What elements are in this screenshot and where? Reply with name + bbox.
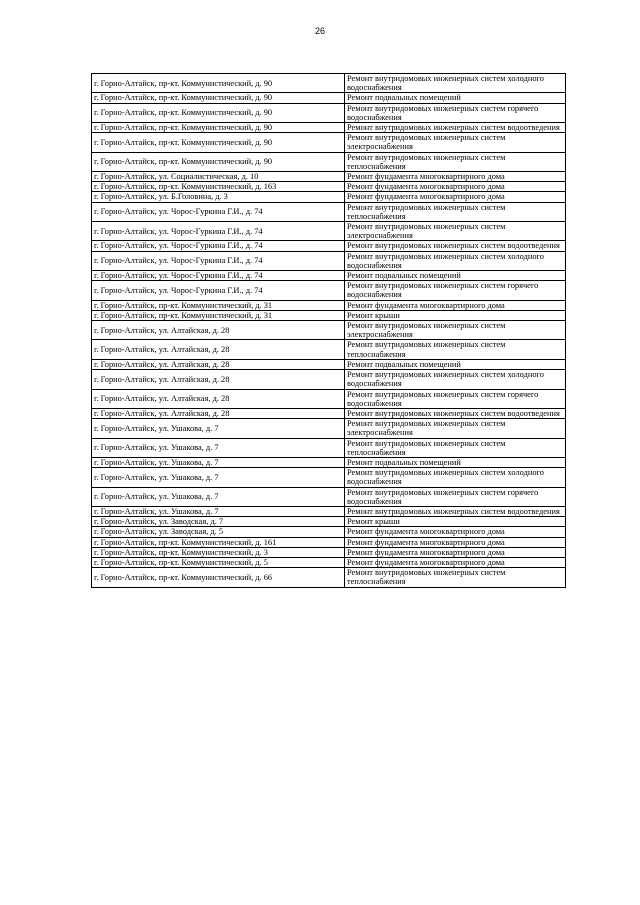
work-type-cell: Ремонт фундамента многоквартирного дома xyxy=(345,547,566,557)
table-row xyxy=(92,506,566,516)
table-row xyxy=(92,310,566,320)
work-type-cell: Ремонт внутридомовых инженерных систем горячего водоснабжения xyxy=(345,487,566,506)
table-row xyxy=(92,370,566,389)
work-type-cell: Ремонт внутридомовых инженерных систем холодного водоснабжения xyxy=(345,251,566,270)
table-row xyxy=(92,359,566,369)
table-row xyxy=(92,93,566,103)
address-cell: г. Горно-Алтайск, пр-кт. Коммунистический, д. 90 xyxy=(92,74,345,93)
address-cell: г. Горно-Алтайск, ул. Алтайская, д. 28 xyxy=(92,359,345,369)
table-row xyxy=(92,487,566,506)
work-type-cell: Ремонт крыши xyxy=(345,517,566,527)
works-table-body xyxy=(92,74,566,588)
table-row xyxy=(92,389,566,408)
work-type-cell: Ремонт внутридомовых инженерных систем водоотведения xyxy=(345,506,566,516)
address-cell: г. Горно-Алтайск, пр-кт. Коммунистический, д. 161 xyxy=(92,537,345,547)
work-type-cell: Ремонт фундамента многоквартирного дома xyxy=(345,527,566,537)
work-type-cell: Ремонт фундамента многоквартирного дома xyxy=(345,192,566,202)
work-type-cell: Ремонт внутридомовых инженерных систем электроснабжения xyxy=(345,321,566,340)
address-cell: г. Горно-Алтайск, ул. Алтайская, д. 28 xyxy=(92,340,345,359)
address-cell: г. Горно-Алтайск, пр-кт. Коммунистический, д. 3 xyxy=(92,547,345,557)
work-type-cell: Ремонт внутридомовых инженерных систем водоотведения xyxy=(345,408,566,418)
work-type-cell: Ремонт внутридомовых инженерных систем холодного водоснабжения xyxy=(345,74,566,93)
table-row xyxy=(92,182,566,192)
table-row xyxy=(92,152,566,171)
address-cell: г. Горно-Алтайск, ул. Чорос-Гуркина Г.И., д. 74 xyxy=(92,222,345,241)
table-row xyxy=(92,537,566,547)
table-row xyxy=(92,568,566,587)
address-cell: г. Горно-Алтайск, пр-кт. Коммунистический, д. 90 xyxy=(92,93,345,103)
table-row xyxy=(92,281,566,300)
table-row xyxy=(92,241,566,251)
table-row xyxy=(92,438,566,457)
work-type-cell: Ремонт внутридомовых инженерных систем холодного водоснабжения xyxy=(345,370,566,389)
table-row xyxy=(92,321,566,340)
work-type-cell: Ремонт внутридомовых инженерных систем горячего водоснабжения xyxy=(345,103,566,122)
table-row xyxy=(92,408,566,418)
address-cell: г. Горно-Алтайск, ул. Ушакова, д. 7 xyxy=(92,487,345,506)
table-row xyxy=(92,517,566,527)
work-type-cell: Ремонт внутридомовых инженерных систем теплоснабжения xyxy=(345,152,566,171)
table-row xyxy=(92,547,566,557)
works-table xyxy=(91,73,566,588)
address-cell: г. Горно-Алтайск, ул. Заводская, д. 7 xyxy=(92,517,345,527)
page-number: 26 xyxy=(314,26,325,36)
address-cell: г. Горно-Алтайск, ул. Алтайская, д. 28 xyxy=(92,408,345,418)
work-type-cell: Ремонт крыши xyxy=(345,310,566,320)
work-type-cell: Ремонт фундамента многоквартирного дома xyxy=(345,537,566,547)
address-cell: г. Горно-Алтайск, пр-кт. Коммунистический, д. 90 xyxy=(92,103,345,122)
address-cell: г. Горно-Алтайск, ул. Ушакова, д. 7 xyxy=(92,438,345,457)
work-type-cell: Ремонт фундамента многоквартирного дома xyxy=(345,172,566,182)
table-row xyxy=(92,300,566,310)
work-type-cell: Ремонт фундамента многоквартирного дома xyxy=(345,300,566,310)
address-cell: г. Горно-Алтайск, ул. Алтайская, д. 28 xyxy=(92,321,345,340)
table-row xyxy=(92,340,566,359)
address-cell: г. Горно-Алтайск, пр-кт. Коммунистический, д. 163 xyxy=(92,182,345,192)
address-cell: г. Горно-Алтайск, ул. Чорос-Гуркина Г.И., д. 74 xyxy=(92,251,345,270)
table-row xyxy=(92,271,566,281)
table-row xyxy=(92,74,566,93)
table-row xyxy=(92,172,566,182)
work-type-cell: Ремонт подвальных помещений xyxy=(345,271,566,281)
address-cell: г. Горно-Алтайск, ул. Ушакова, д. 7 xyxy=(92,419,345,438)
work-type-cell: Ремонт внутридомовых инженерных систем холодного водоснабжения xyxy=(345,468,566,487)
address-cell: г. Горно-Алтайск, пр-кт. Коммунистический, д. 66 xyxy=(92,568,345,587)
work-type-cell: Ремонт фундамента многоквартирного дома xyxy=(345,182,566,192)
table-row xyxy=(92,103,566,122)
address-cell: г. Горно-Алтайск, ул. Заводская, д. 5 xyxy=(92,527,345,537)
address-cell: г. Горно-Алтайск, пр-кт. Коммунистический, д. 31 xyxy=(92,300,345,310)
table-row xyxy=(92,251,566,270)
table-row xyxy=(92,123,566,133)
work-type-cell: Ремонт фундамента многоквартирного дома xyxy=(345,557,566,567)
address-cell: г. Горно-Алтайск, пр-кт. Коммунистический, д. 90 xyxy=(92,152,345,171)
address-cell: г. Горно-Алтайск, ул. Б.Головина, д. 3 xyxy=(92,192,345,202)
work-type-cell: Ремонт внутридомовых инженерных систем электроснабжения xyxy=(345,133,566,152)
address-cell: г. Горно-Алтайск, ул. Чорос-Гуркина Г.И., д. 74 xyxy=(92,202,345,221)
work-type-cell: Ремонт подвальных помещений xyxy=(345,93,566,103)
address-cell: г. Горно-Алтайск, ул. Алтайская, д. 28 xyxy=(92,370,345,389)
work-type-cell: Ремонт подвальных помещений xyxy=(345,359,566,369)
address-cell: г. Горно-Алтайск, пр-кт. Коммунистический, д. 5 xyxy=(92,557,345,567)
work-type-cell: Ремонт внутридомовых инженерных систем теплоснабжения xyxy=(345,340,566,359)
work-type-cell: Ремонт внутридомовых инженерных систем теплоснабжения xyxy=(345,438,566,457)
work-type-cell: Ремонт внутридомовых инженерных систем горячего водоснабжения xyxy=(345,281,566,300)
work-type-cell: Ремонт внутридомовых инженерных систем горячего водоснабжения xyxy=(345,389,566,408)
address-cell: г. Горно-Алтайск, ул. Чорос-Гуркина Г.И., д. 74 xyxy=(92,281,345,300)
table-row xyxy=(92,133,566,152)
table-row xyxy=(92,457,566,467)
address-cell: г. Горно-Алтайск, пр-кт. Коммунистический, д. 90 xyxy=(92,123,345,133)
table-row xyxy=(92,557,566,567)
work-type-cell: Ремонт внутридомовых инженерных систем теплоснабжения xyxy=(345,568,566,587)
table-row xyxy=(92,222,566,241)
address-cell: г. Горно-Алтайск, ул. Ушакова, д. 7 xyxy=(92,468,345,487)
work-type-cell: Ремонт внутридомовых инженерных систем водоотведения xyxy=(345,123,566,133)
address-cell: г. Горно-Алтайск, пр-кт. Коммунистический, д. 90 xyxy=(92,133,345,152)
table-row xyxy=(92,192,566,202)
work-type-cell: Ремонт внутридомовых инженерных систем электроснабжения xyxy=(345,419,566,438)
address-cell: г. Горно-Алтайск, ул. Ушакова, д. 7 xyxy=(92,457,345,467)
address-cell: г. Горно-Алтайск, ул. Алтайская, д. 28 xyxy=(92,389,345,408)
address-cell: г. Горно-Алтайск, ул. Социалистическая, д. 10 xyxy=(92,172,345,182)
table-row xyxy=(92,468,566,487)
work-type-cell: Ремонт внутридомовых инженерных систем электроснабжения xyxy=(345,222,566,241)
table-row xyxy=(92,202,566,221)
address-cell: г. Горно-Алтайск, ул. Ушакова, д. 7 xyxy=(92,506,345,516)
table-row xyxy=(92,527,566,537)
work-type-cell: Ремонт внутридомовых инженерных систем водоотведения xyxy=(345,241,566,251)
table-row xyxy=(92,419,566,438)
work-type-cell: Ремонт внутридомовых инженерных систем теплоснабжения xyxy=(345,202,566,221)
work-type-cell: Ремонт подвальных помещений xyxy=(345,457,566,467)
address-cell: г. Горно-Алтайск, пр-кт. Коммунистический, д. 31 xyxy=(92,310,345,320)
address-cell: г. Горно-Алтайск, ул. Чорос-Гуркина Г.И., д. 74 xyxy=(92,271,345,281)
address-cell: г. Горно-Алтайск, ул. Чорос-Гуркина Г.И., д. 74 xyxy=(92,241,345,251)
